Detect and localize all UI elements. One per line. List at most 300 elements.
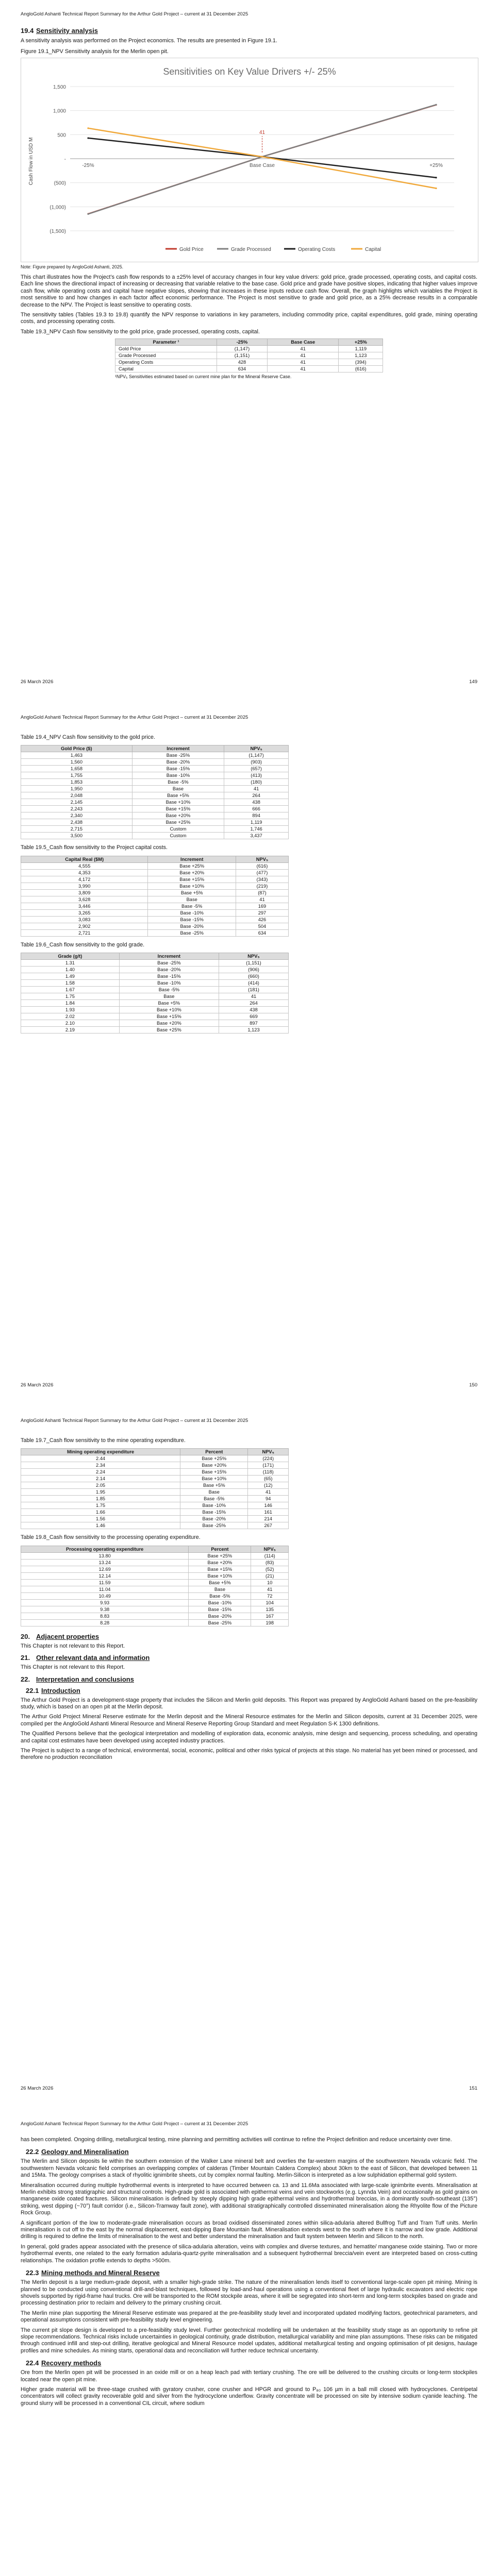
table-cell: 634 <box>236 929 288 936</box>
x-tick-label: -25% <box>82 163 94 168</box>
table-cell: Custom <box>132 833 224 839</box>
table-cell: Base +5% <box>119 1000 219 1007</box>
table-header-row <box>115 339 383 346</box>
section-22-1-heading: 22.1 Introduction <box>26 1686 80 1694</box>
table-cell: 135 <box>251 1606 289 1613</box>
table-row <box>21 1469 289 1476</box>
table-cell: Base +20% <box>148 869 236 876</box>
table-cell: 438 <box>219 1007 289 1013</box>
table-cell: 1,123 <box>339 352 383 359</box>
figure-note: Note: Figure prepared by AngloGold Ashanti, 2025. <box>21 264 124 269</box>
p-22-3-b: The Merlin mine plan supporting the Mineral Reserve estimate was prepared at the pre-feasibility study level and incorporated updated modifying factors, geotechnical parameters, and operational assumptions consistent with pre-feasibility study level engineering. <box>21 2310 477 2324</box>
table-row <box>21 1522 289 1529</box>
table-row <box>21 772 289 779</box>
table-cell: 3,446 <box>21 903 148 909</box>
figure-caption: Figure 19.1_NPV Sensitivity analysis for the Merlin open pit. <box>21 48 169 55</box>
legend-label: Grade Processed <box>231 247 271 252</box>
column-header: NPV₅ <box>219 953 289 960</box>
y-axis-label: Cash Flow in USD M <box>28 137 34 185</box>
table-cell: Base +10% <box>119 1007 219 1013</box>
table-row <box>21 1013 289 1020</box>
table-cell: 3,083 <box>21 916 148 923</box>
table-row <box>21 909 289 916</box>
table-19-3 <box>115 338 383 372</box>
table-cell: 1.56 <box>21 1516 180 1522</box>
table-19-5 <box>21 856 289 937</box>
table-cell: 1.75 <box>21 993 120 1000</box>
column-header: Grade (g/t) <box>21 953 120 960</box>
table-row <box>21 973 289 980</box>
table-cell: 146 <box>248 1502 289 1509</box>
table-cell: Base +20% <box>119 1020 219 1027</box>
p-22-2-c: A significant portion of the low to moderate-grade mineralisation occurs as broad oxidised disseminated zones within silica-adularia altered Bullfrog Tuff and Tram Tuff units. Merlin mineralisation is cut off to the east by the normal displacement, east-dipping Bare Mountain fault. Mineralisation extends west to the south where it is narrow and low grade. Additional drilling is required to define the limits of mineralisation to the west and better understand the mineralisation and fault system between Merlin and Silicon to the north. <box>21 2219 477 2240</box>
table-cell: Base -15% <box>148 916 236 923</box>
page-1 <box>0 0 498 703</box>
table-cell: 1.93 <box>21 1007 120 1013</box>
body-text <box>21 274 477 381</box>
table-cell: Base -5% <box>132 779 224 786</box>
column-header: Increment <box>148 856 236 862</box>
table-row <box>115 359 383 366</box>
table-cell: (906) <box>219 967 289 973</box>
y-tick-label: (500) <box>54 180 66 187</box>
table-cell: Grade Processed <box>115 352 217 359</box>
table-cell: 41 <box>224 786 289 792</box>
table-cell: (343) <box>236 876 288 883</box>
table-cell: 1,119 <box>339 346 383 352</box>
table-cell: 1,950 <box>21 786 132 792</box>
table-cell: Base -5% <box>119 987 219 993</box>
table-cell: 2,243 <box>21 806 132 812</box>
section-19-4 <box>21 27 477 56</box>
footer-date: 26 March 2026 <box>21 1382 54 1388</box>
table-cell: (414) <box>219 980 289 987</box>
table-cell: Base +20% <box>180 1462 248 1469</box>
tables-block <box>21 734 477 1033</box>
table-row <box>21 812 289 819</box>
table-cell: 3,437 <box>224 833 289 839</box>
table-cell: Base +10% <box>189 1572 251 1579</box>
p-continued: has been completed. Ongoing drilling, metallurgical testing, mine planning and permitting activities will continue to refine the Project definition and reduce uncertainty over time. <box>21 2137 452 2143</box>
table-cell: 1.75 <box>21 1502 180 1509</box>
table-header-row <box>21 856 289 862</box>
table-cell: Base -20% <box>189 1613 251 1619</box>
table-cell: (1,151) <box>219 960 289 967</box>
table-row <box>21 826 289 833</box>
table-row <box>21 923 289 929</box>
table-cell: 267 <box>248 1522 289 1529</box>
table-cell: (21) <box>251 1572 289 1579</box>
table-row <box>115 366 383 372</box>
table-cell: Base +15% <box>119 1013 219 1020</box>
table-cell: 41 <box>236 896 288 903</box>
table-cell: 666 <box>224 806 289 812</box>
page-header: AngloGold Ashanti Technical Report Summary for the Arthur Gold Project – current at 31 December 2025 <box>21 715 248 720</box>
table-19-7-caption: Table 19.7_Cash flow sensitivity to the mine operating expenditure. <box>21 1437 186 1444</box>
table-cell: Base +25% <box>132 819 224 826</box>
table-cell: (87) <box>236 889 288 896</box>
table-cell: Base +5% <box>148 889 236 896</box>
table-cell: 2.44 <box>21 1455 180 1462</box>
data-point <box>435 177 437 178</box>
table-row <box>21 889 289 896</box>
table-cell: 41 <box>267 366 339 372</box>
table-cell: 2.02 <box>21 1013 120 1020</box>
table-cell: Base -15% <box>119 973 219 980</box>
table-row <box>21 1619 289 1626</box>
table-row <box>21 876 289 883</box>
series-line-capital <box>88 128 436 189</box>
table-cell: 41 <box>248 1489 289 1496</box>
p-22-2-d: In general, gold grades appear associated with the presence of silica-adularia alteration, veins with complex and diverse textures, and hematite/ manganese oxide staining. Two or more hydrothermal events, one related to the early formation adularia-quartz-pyrite mineralisation and a subsequent hydrothermal breccia/vein event are interpreted based on cross-cutting relationships. The oxidation profile extends to depths >500m. <box>21 2243 477 2264</box>
legend-label: Capital <box>365 247 381 252</box>
p-22-2-b: Mineralisation occurred during multiple hydrothermal events is interpreted to have occurred between ca. 13 and 11.6Ma associated with large-scale ignimbrite events. Mineralisation at Merlin exhibits strong stratigraphic and structural controls. High-grade gold is associated with epithermal veins and vein stockworks (e.g. Lynnda Vein) and occasionally as gold grains on manganese oxide coated fractures. Silicon mineralisation is defined by steeply dipping high grade epithermal veins and hydrothermal breccias, in a dominantly south-southeast (135°) striking, west dipping (~70°) fault corridor (i.e., Silicon-Tramway fault zone), with additional stratigraphically controlled disseminated mineralisation along the Rhyolite flow of the Picture Rock Group. <box>21 2182 477 2216</box>
table-cell: Capital <box>115 366 217 372</box>
y-tick-label: 1,500 <box>53 84 66 90</box>
table-cell: 1.58 <box>21 980 120 987</box>
table-cell: (616) <box>339 366 383 372</box>
table-cell: 1.49 <box>21 973 120 980</box>
table-row <box>21 1502 289 1509</box>
table-cell: 2.19 <box>21 1027 120 1033</box>
table-cell: Base -5% <box>148 903 236 909</box>
table-cell: 2,438 <box>21 819 132 826</box>
section-heading: 19.4 Sensitivity analysis <box>21 27 98 35</box>
y-tick-label: 500 <box>57 132 66 139</box>
data-point <box>87 127 89 129</box>
table-cell: 428 <box>217 359 267 366</box>
table-cell: 2,145 <box>21 799 132 806</box>
table-cell: Base -10% <box>189 1599 251 1606</box>
table-cell: 426 <box>236 916 288 923</box>
table-cell: 2.24 <box>21 1469 180 1476</box>
table-row <box>21 1572 289 1579</box>
table-row <box>21 980 289 987</box>
footer-date: 26 March 2026 <box>21 679 54 685</box>
p-22-4-a: Ore from the Merlin open pit will be processed in an oxide mill or on a heap leach pad with tertiary crushing. The ore will be delivered to the crushing circuits or long-term stockpiles located near the open pit mine. <box>21 2369 477 2383</box>
table-row <box>21 819 289 826</box>
table-row <box>21 1552 289 1559</box>
table-cell: (219) <box>236 883 288 889</box>
page-number: 149 <box>469 679 477 685</box>
table-cell: 3,500 <box>21 833 132 839</box>
table-row <box>21 1476 289 1482</box>
p-22-4-b: Higher grade material will be three-stage crushed with gyratory crusher, cone crusher and HPGR and ground to P₈₀ 106 µm in a ball mill closed with hydrocyclones. Centripetal concentrators will collect gravity recoverable gold and silver from the hydrocyclone underflow. Gravity concentrate will be processed on site by intensive sodium cyanide leaching. The ground slurry will be processed in a conventional CIL circuit, where sodium <box>21 2386 477 2406</box>
page-3-body <box>21 1437 477 1761</box>
footer-date: 26 March 2026 <box>21 2086 54 2091</box>
table-cell: Base -10% <box>119 980 219 987</box>
table-cell: 9.38 <box>21 1606 189 1613</box>
table-cell: 264 <box>224 792 289 799</box>
table-19-8-caption: Table 19.8_Cash flow sensitivity to the processing operating expenditure. <box>21 1534 201 1541</box>
table-cell: Base <box>189 1586 251 1592</box>
table-cell: Base <box>148 896 236 903</box>
table-cell: (616) <box>236 862 288 869</box>
table-cell: 41 <box>251 1586 289 1592</box>
table-row <box>21 1000 289 1007</box>
page-2 <box>0 703 498 1406</box>
table-cell: 2,715 <box>21 826 132 833</box>
section-20-heading: 20. Adjacent properties <box>21 1632 99 1640</box>
table-cell: 1,658 <box>21 766 132 772</box>
table-row <box>21 967 289 973</box>
table-row <box>21 1489 289 1496</box>
section-21-text: This Chapter is not relevant to this Report. <box>21 1664 125 1671</box>
table-cell: Base <box>119 993 219 1000</box>
table-cell: Base +25% <box>180 1455 248 1462</box>
table-row <box>21 792 289 799</box>
page-number: 150 <box>469 1382 477 1388</box>
table-cell: 11.04 <box>21 1586 189 1592</box>
table-cell: Base +25% <box>119 1027 219 1033</box>
section-22-4-heading: 22.4 Recovery methods <box>26 2359 102 2367</box>
data-point <box>435 188 437 189</box>
table-cell: Operating Costs <box>115 359 217 366</box>
table-cell: 1,853 <box>21 779 132 786</box>
table-cell: 897 <box>219 1020 289 1027</box>
table-19-6-caption: Table 19.6_Cash flow sensitivity to the gold grade. <box>21 941 145 948</box>
table-cell: (903) <box>224 759 289 766</box>
table-cell: Base +15% <box>189 1566 251 1572</box>
table-cell: Base +10% <box>132 799 224 806</box>
table-19-6 <box>21 953 289 1033</box>
table-cell: 1.40 <box>21 967 120 973</box>
table-cell: Base +10% <box>180 1476 248 1482</box>
table-cell: 8.83 <box>21 1613 189 1619</box>
legend-label: Gold Price <box>179 247 204 252</box>
table-cell: 2,902 <box>21 923 148 929</box>
table-cell: 669 <box>219 1013 289 1020</box>
column-header: -25% <box>217 339 267 346</box>
chart-note-block <box>21 264 477 270</box>
table-cell: (180) <box>224 779 289 786</box>
table-row <box>21 752 289 759</box>
table-cell: Base -10% <box>180 1502 248 1509</box>
table-cell: Base +5% <box>180 1482 248 1489</box>
table-row <box>21 799 289 806</box>
table-row <box>21 806 289 812</box>
table-cell: Base -20% <box>148 923 236 929</box>
table-cell: 1.85 <box>21 1496 180 1502</box>
column-header: Percent <box>180 1449 248 1455</box>
p-22-3-c: The current pit slope design is developed to a pre-feasibility study level. Further geotechnical modelling will be undertaken at the feasibility study stage as an opportunity to refine pit slope recommendations. Technical risks include uncertainties in geological continuity, grade distribution, metallurgical variability and mine plan assumptions. These risks can be mitigated through continued infill and step-out drilling, iterative geological and Mineral Resource model updates, additional metallurgical testing and ongoing optimisation of pit designs, haulage profiles and mine schedules. As mining starts, operational data and reconciliation will further reduce technical uncertainty. <box>21 2327 477 2354</box>
table-row <box>115 352 383 359</box>
section-22-3-heading: 22.3 Mining methods and Mineral Reserve <box>26 2269 160 2277</box>
table-cell: Base +20% <box>132 812 224 819</box>
column-header: Capital Real ($M) <box>21 856 148 862</box>
table-cell: Gold Price <box>115 346 217 352</box>
table-cell: Base -15% <box>132 766 224 772</box>
table-row <box>21 1516 289 1522</box>
page-header: AngloGold Ashanti Technical Report Summary for the Arthur Gold Project – current at 31 December 2025 <box>21 11 248 17</box>
page-3 <box>0 1406 498 2110</box>
chart-svg <box>21 58 478 262</box>
column-header: Increment <box>119 953 219 960</box>
table-cell: Custom <box>132 826 224 833</box>
column-header: NPV₅ <box>248 1449 289 1455</box>
column-header: Gold Price ($) <box>21 745 132 752</box>
intro-paragraph: A sensitivity analysis was performed on the Project economics. The results are presented in Figure 19.1. <box>21 38 277 44</box>
data-point <box>435 104 437 106</box>
table-cell: 2.10 <box>21 1020 120 1027</box>
table-cell: Base -25% <box>148 929 236 936</box>
table-cell: Base -25% <box>132 752 224 759</box>
table-19-7 <box>21 1448 289 1529</box>
table-row <box>21 1496 289 1502</box>
table-cell: Base -25% <box>189 1619 251 1626</box>
table-cell: 167 <box>251 1613 289 1619</box>
table-row <box>21 1566 289 1572</box>
table-cell: (1,147) <box>224 752 289 759</box>
table-cell: (12) <box>248 1482 289 1489</box>
table-cell: Base +5% <box>189 1579 251 1586</box>
table-cell: 3,628 <box>21 896 148 903</box>
chart-title: Sensitivities on Key Value Drivers +/- 25% <box>163 66 336 77</box>
p-22-3-a: The Merlin deposit is a large medium-grade deposit, with a smaller high-grade strike. The nature of the mineralisation lends itself to conventional large-scale open pit mining. Mining is planned to be conducted using conventional drill-and-blast techniques, followed by load-and-haul operations using a conventional fleet of large hydraulic excavators and electric rope shovels supported by rigid-frame haul trucks. Ore will be transported to the ROM stockpile areas, where it will be segregated into short-term and long-term stockpiles based on grade and processing destination prior to reclaim and delivery to the primary crushing circuit. <box>21 2279 477 2307</box>
section-20-text: This Chapter is not relevant to this Report. <box>21 1642 125 1649</box>
table-row <box>21 896 289 903</box>
table-cell: 2.05 <box>21 1482 180 1489</box>
table-cell: 41 <box>267 359 339 366</box>
table-cell: 1.67 <box>21 987 120 993</box>
p-22-1-b: The Arthur Gold Project Mineral Reserve estimate for the Merlin deposit and the Mineral Resource estimates for the Merlin and Silicon deposits, current at 31 December 2025, were compiled per the AngloGold Ashanti Mineral Resource and Mineral Reserve Reporting Group Standard and meet Regulation S-K 1300 definitions. <box>21 1714 477 1727</box>
table-row <box>21 1482 289 1489</box>
table-cell: 11.59 <box>21 1579 189 1586</box>
table-cell: 12.14 <box>21 1572 189 1579</box>
table-19-4-caption: Table 19.4_NPV Cash flow sensitivity to the gold price. <box>21 734 156 740</box>
table-cell: 2.14 <box>21 1476 180 1482</box>
table-header-row <box>21 1449 289 1455</box>
base-case-annotation: 41 <box>259 130 265 136</box>
table-cell: (83) <box>251 1559 289 1566</box>
table-row <box>21 1579 289 1586</box>
y-tick-label: 1,000 <box>53 108 66 114</box>
column-header: NPV₅ <box>251 1546 289 1552</box>
table-cell: Base -20% <box>132 759 224 766</box>
table-cell: 3,809 <box>21 889 148 896</box>
table-cell: 4,172 <box>21 876 148 883</box>
table-cell: Base -25% <box>119 960 219 967</box>
data-point <box>261 156 263 158</box>
chart-explanation: This chart illustrates how the Project’s cash flow responds to a ±25% level of accuracy changes in four key value drivers: gold price, grade processed, operating costs, and capital costs. Each line shows the directional impact of increasing or decreasing that variable relative to the base case. Gold price and grade have positive slopes, indicating that higher values improve cash flow, while operating costs and capital have negative slopes, showing that increases in these inputs reduce cash flow. Overall, the graph highlights which variables the Project is most sensitive to and how changes in each factor affect economic performance. The Project is most sensitive to grade and gold price, as a 25% decrease results in a comparable decrease to the NPV. The Project is least sensitive to operating costs. <box>21 274 477 308</box>
table-cell: Base +15% <box>132 806 224 812</box>
table-cell: Base -25% <box>180 1522 248 1529</box>
table-cell: 4,555 <box>21 862 148 869</box>
table-19-3-note: ¹NPV₅ Sensitivities estimated based on current mine plan for the Mineral Reserve Case. <box>115 374 292 380</box>
table-cell: 104 <box>251 1599 289 1606</box>
table-cell: 41 <box>219 993 289 1000</box>
column-header: Increment <box>132 745 224 752</box>
table-cell: (660) <box>219 973 289 980</box>
table-cell: (657) <box>224 766 289 772</box>
table-row <box>21 1559 289 1566</box>
table-cell: (394) <box>339 359 383 366</box>
column-header: +25% <box>339 339 383 346</box>
data-point <box>87 137 89 139</box>
table-cell: Base +20% <box>189 1559 251 1566</box>
table-cell: 214 <box>248 1516 289 1522</box>
table-cell: 894 <box>224 812 289 819</box>
table-row <box>21 903 289 909</box>
table-cell: 2.34 <box>21 1462 180 1469</box>
table-cell: (52) <box>251 1566 289 1572</box>
table-cell: 634 <box>217 366 267 372</box>
table-row <box>21 779 289 786</box>
table-cell: 1,746 <box>224 826 289 833</box>
table-cell: Base -5% <box>189 1592 251 1599</box>
table-header-row <box>21 745 289 752</box>
table-cell: Base -15% <box>189 1606 251 1613</box>
table-cell: 169 <box>236 903 288 909</box>
table-cell: 4,353 <box>21 869 148 876</box>
table-row <box>21 883 289 889</box>
p-22-1-c: The Qualified Persons believe that the geological interpretation and modelling of exploration data, economic analysis, mine design and sequencing, process scheduling, and operating and capital cost estimates have been developed using accepted industry practices. <box>21 1731 477 1744</box>
table-cell: 1,755 <box>21 772 132 779</box>
column-header: NPV₅ <box>224 745 289 752</box>
table-cell: 297 <box>236 909 288 916</box>
table-row <box>21 833 289 839</box>
table-cell: (181) <box>219 987 289 993</box>
table-row <box>21 987 289 993</box>
data-point <box>87 213 89 215</box>
table-cell: 8.28 <box>21 1619 189 1626</box>
table-cell: Base +15% <box>180 1469 248 1476</box>
table-cell: 1.46 <box>21 1522 180 1529</box>
table-cell: 41 <box>267 346 339 352</box>
table-row <box>21 1606 289 1613</box>
x-tick-label: +25% <box>429 163 443 168</box>
table-row <box>21 869 289 876</box>
column-header: Processing operating expenditure <box>21 1546 189 1552</box>
table-cell: Base <box>180 1489 248 1496</box>
table-cell: 13.80 <box>21 1552 189 1559</box>
table-cell: 10.49 <box>21 1592 189 1599</box>
table-cell: Base -15% <box>180 1509 248 1516</box>
table-cell: 13.24 <box>21 1559 189 1566</box>
p-22-2-a: The Merlin and Silicon deposits lie within the southern extension of the Walker Lane mineral belt and overlies the far-western margins of the southwestern Nevada volcanic field. The southwestern Nevada volcanic field comprises an overlapping complex of calderas (Timber Mountain Caldera Complex) about 30km to the east of Silicon, that developed between 11 and 15Ma. The geology comprises a stack of rhyolitic ignimbrite sheets, cut by complex normal faulting. Merlin-Silicon is interpreted as a low sulphidation epithermal gold system. <box>21 2158 477 2179</box>
y-tick-label: - <box>64 157 66 162</box>
table-cell: (1,147) <box>217 346 267 352</box>
table-cell: Base -20% <box>119 967 219 973</box>
table-cell: (413) <box>224 772 289 779</box>
table-cell: 1,560 <box>21 759 132 766</box>
table-cell: Base -10% <box>132 772 224 779</box>
table-header-row <box>21 1546 289 1552</box>
column-header: Percent <box>189 1546 251 1552</box>
table-cell: Base -5% <box>180 1496 248 1502</box>
column-header: Base Case <box>267 339 339 346</box>
x-tick-label: Base Case <box>250 163 275 168</box>
table-cell: Base -10% <box>148 909 236 916</box>
table-row <box>115 346 383 352</box>
table-cell: (1,151) <box>217 352 267 359</box>
table-row <box>21 862 289 869</box>
table-cell: 2,340 <box>21 812 132 819</box>
table-cell: 504 <box>236 923 288 929</box>
table-row <box>21 759 289 766</box>
legend-label: Operating Costs <box>298 247 336 252</box>
table-row <box>21 1455 289 1462</box>
table-row <box>21 1586 289 1592</box>
table-cell: 10 <box>251 1579 289 1586</box>
table-row <box>21 1613 289 1619</box>
table-cell: 1,123 <box>219 1027 289 1033</box>
tables-intro: The sensitivity tables (Tables 19.3 to 19.8) quantify the NPV response to variations in key parameters, including commodity price, capital expenditures, gold grade, mining operating costs, and processing operating costs. <box>21 312 477 325</box>
section-22-heading: 22. Interpretation and conclusions <box>21 1675 134 1683</box>
table-row <box>21 916 289 923</box>
table-row <box>21 766 289 772</box>
column-header: Parameter ¹ <box>115 339 217 346</box>
